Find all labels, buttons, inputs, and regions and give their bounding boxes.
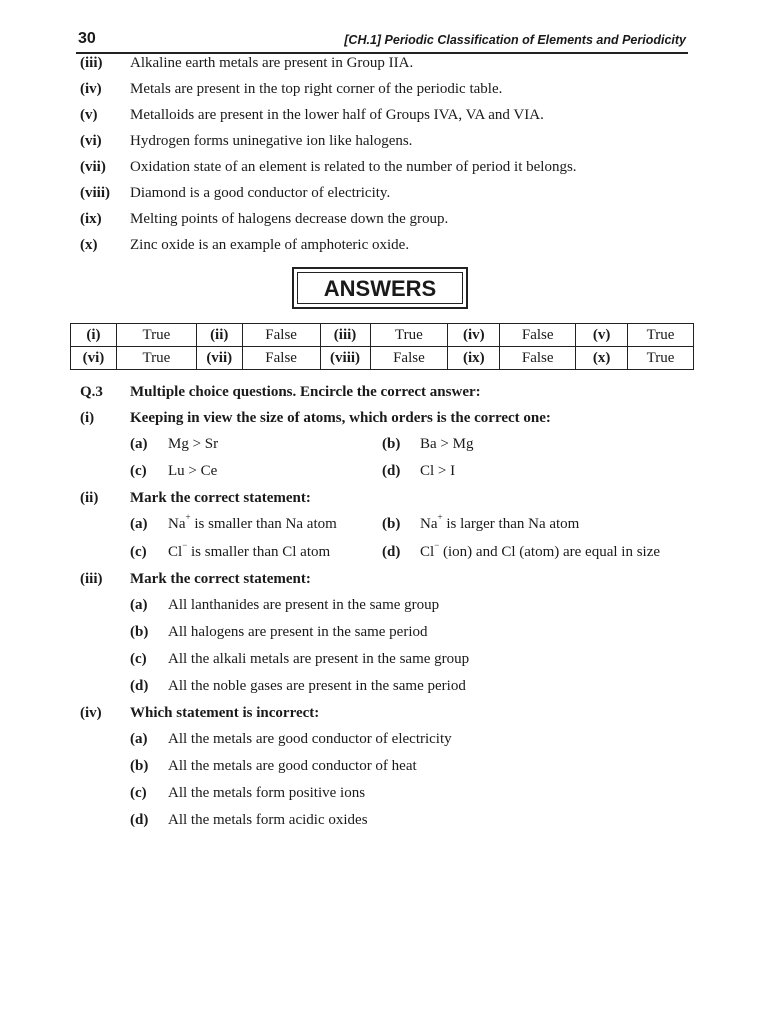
answer-key: (vi) <box>71 347 117 370</box>
option-row <box>80 460 700 482</box>
question-row <box>80 568 700 590</box>
option-text: Mg > Sr <box>168 436 219 452</box>
option-label: (d) <box>382 463 401 479</box>
option-label: (d) <box>130 678 149 694</box>
statement-number: (x) <box>80 237 98 253</box>
answer-value: True <box>116 324 196 347</box>
option-text: All lanthanides are present in the same group <box>168 597 440 613</box>
option-label: (d) <box>130 812 149 828</box>
answer-key: (ii) <box>196 324 242 347</box>
option-text: Na+ is smaller than Na atom <box>168 512 337 532</box>
option-text: All the metals are good conductor of heat <box>168 758 417 774</box>
option-row <box>80 541 700 563</box>
answer-value: True <box>370 324 448 347</box>
answer-value: True <box>628 324 694 347</box>
option-label: (a) <box>130 436 148 452</box>
statement-text: Metals are present in the top right corner of the periodic table. <box>130 81 503 97</box>
statement-text: Oxidation state of an element is related to the number of period it belongs. <box>130 159 577 175</box>
answers-heading: ANSWERS <box>297 272 463 304</box>
answer-value: False <box>500 347 576 370</box>
answer-key: (vii) <box>196 347 242 370</box>
page-number: 30 <box>78 30 96 47</box>
question-text: Keeping in view the size of atoms, which orders is the correct one: <box>130 410 551 426</box>
statement-row <box>80 52 700 74</box>
option-row <box>80 728 700 750</box>
option-text: Cl− is smaller than Cl atom <box>168 540 331 560</box>
statement-number: (v) <box>80 107 98 123</box>
question-heading <box>80 381 700 403</box>
option-row <box>80 594 700 616</box>
answer-key: (iv) <box>448 324 500 347</box>
statement-number: (ix) <box>80 211 102 227</box>
answer-key: (ix) <box>448 347 500 370</box>
answer-value: False <box>242 324 320 347</box>
option-label: (b) <box>130 624 149 640</box>
statement-number: (vii) <box>80 159 106 175</box>
statement-row <box>80 104 700 126</box>
question-number: (iii) <box>80 571 103 587</box>
option-text: Lu > Ce <box>168 463 218 479</box>
question-text: Which statement is incorrect: <box>130 705 320 721</box>
option-text: Cl > I <box>420 463 456 479</box>
option-text: All the metals are good conductor of electricity <box>168 731 452 747</box>
statement-number: (iii) <box>80 55 103 71</box>
statement-text: Alkaline earth metals are present in Group IIA. <box>130 55 414 71</box>
question-number: (i) <box>80 410 95 426</box>
option-text: All the alkali metals are present in the same group <box>168 651 470 667</box>
question-row <box>80 487 700 509</box>
option-label: (b) <box>130 758 149 774</box>
option-text: Na+ is larger than Na atom <box>420 512 580 532</box>
statement-row <box>80 130 700 152</box>
option-row <box>80 809 700 831</box>
statement-row <box>80 78 700 100</box>
answer-value: False <box>370 347 448 370</box>
table-row <box>71 324 694 347</box>
question-text: Mark the correct statement: <box>130 490 311 506</box>
answer-key: (iii) <box>320 324 370 347</box>
question-row <box>80 702 700 724</box>
option-row <box>80 675 700 697</box>
question-title: Multiple choice questions. Encircle the correct answer: <box>130 384 481 400</box>
statement-number: (iv) <box>80 81 102 97</box>
statement-row <box>80 208 700 230</box>
option-row <box>80 513 700 535</box>
running-title: [CH.1] Periodic Classification of Elements and Periodicity <box>344 33 686 47</box>
option-label: (c) <box>130 785 147 801</box>
option-row <box>80 782 700 804</box>
page-header <box>76 28 688 54</box>
answers-heading-box <box>292 267 468 309</box>
statement-text: Diamond is a good conductor of electricity. <box>130 185 391 201</box>
option-label: (b) <box>382 436 401 452</box>
statement-row <box>80 182 700 204</box>
option-text: All the noble gases are present in the same period <box>168 678 466 694</box>
statement-text: Hydrogen forms uninegative ion like halogens. <box>130 133 413 149</box>
answer-key: (v) <box>576 324 628 347</box>
option-text: All the metals form acidic oxides <box>168 812 368 828</box>
question-number: (ii) <box>80 490 99 506</box>
statement-number: (viii) <box>80 185 110 201</box>
option-text: All the metals form positive ions <box>168 785 366 801</box>
option-label: (a) <box>130 731 148 747</box>
answer-key: (x) <box>576 347 628 370</box>
statement-text: Metalloids are present in the lower half of Groups IVA, VA and VIA. <box>130 107 544 123</box>
option-label: (c) <box>130 463 147 479</box>
question-number: Q.3 <box>80 384 103 400</box>
answers-table <box>70 323 694 370</box>
option-label: (a) <box>130 516 148 532</box>
statement-text: Zinc oxide is an example of amphoteric oxide. <box>130 237 410 253</box>
answer-value: True <box>116 347 196 370</box>
question-number: (iv) <box>80 705 102 721</box>
option-row <box>80 648 700 670</box>
option-text: Cl− (ion) and Cl (atom) are equal in size <box>420 540 661 560</box>
option-row <box>80 621 700 643</box>
answer-value: True <box>628 347 694 370</box>
option-row <box>80 755 700 777</box>
option-text: Ba > Mg <box>420 436 474 452</box>
statement-row <box>80 156 700 178</box>
statement-number: (vi) <box>80 133 102 149</box>
option-label: (a) <box>130 597 148 613</box>
statement-text: Melting points of halogens decrease down the group. <box>130 211 449 227</box>
option-label: (c) <box>130 651 147 667</box>
answer-key: (viii) <box>320 347 370 370</box>
option-row <box>80 433 700 455</box>
option-label: (b) <box>382 516 401 532</box>
statement-row <box>80 234 700 256</box>
question-text: Mark the correct statement: <box>130 571 311 587</box>
option-text: All halogens are present in the same period <box>168 624 428 640</box>
option-label: (d) <box>382 544 401 560</box>
question-row <box>80 407 700 429</box>
option-label: (c) <box>130 544 147 560</box>
answer-key: (i) <box>71 324 117 347</box>
answer-value: False <box>500 324 576 347</box>
answer-value: False <box>242 347 320 370</box>
table-row <box>71 347 694 370</box>
